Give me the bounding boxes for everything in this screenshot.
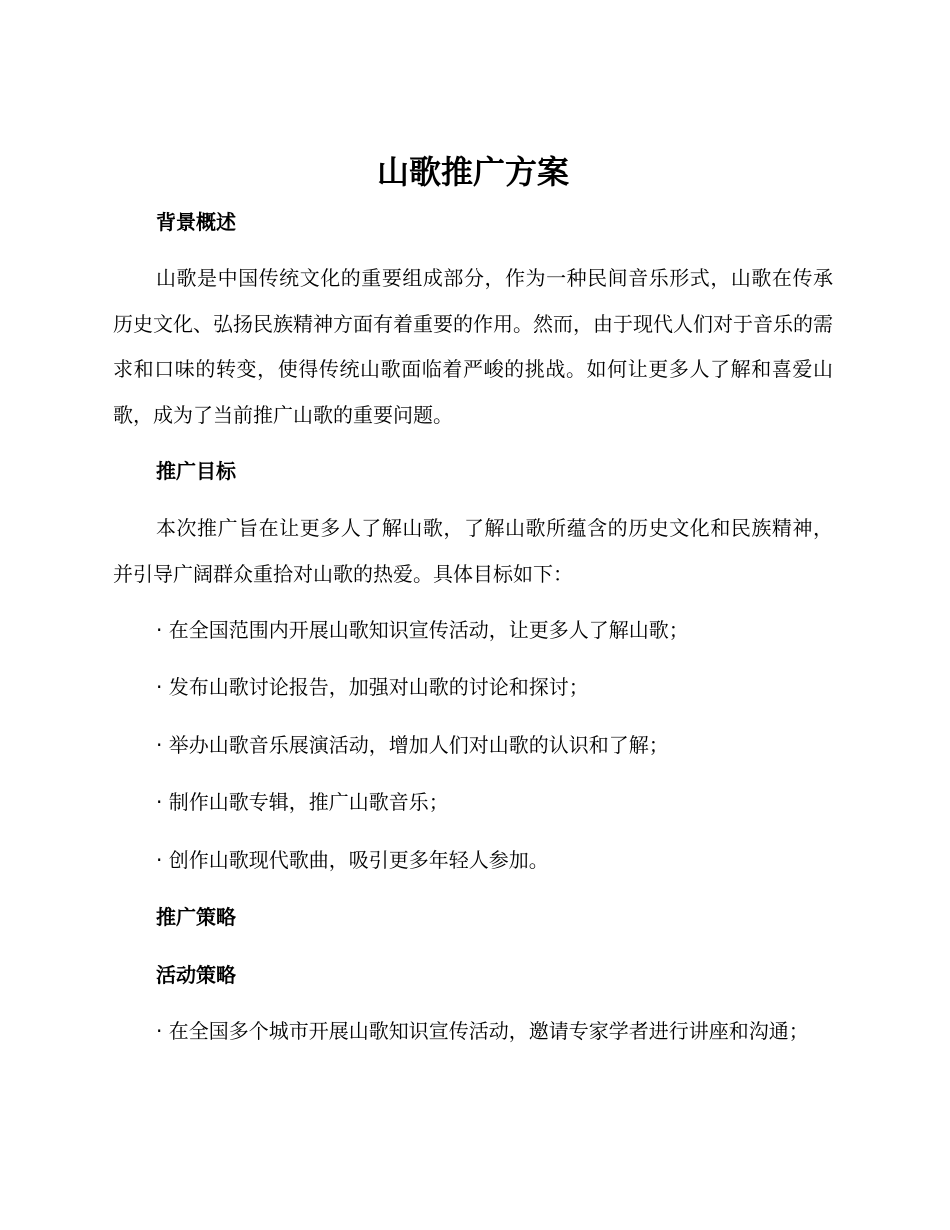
- document-title: 山歌推广方案: [376, 153, 569, 191]
- section-heading-strategy: 推广策略: [156, 905, 236, 929]
- goal-item-4: · 制作山歌专辑，推广山歌音乐；: [156, 790, 449, 814]
- sub-heading-activity-strategy: 活动策略: [156, 963, 236, 987]
- section-heading-background: 背景概述: [156, 210, 236, 234]
- section-heading-goals: 推广目标: [156, 459, 236, 483]
- goals-paragraph: 本次推广旨在让更多人了解山歌，了解山歌所蕴含的历史文化和民族精神，并引导广阔群众重拾对山歌的热爱。具体目标如下：: [113, 516, 833, 586]
- strategy-item-1: · 在全国多个城市开展山歌知识宣传活动，邀请专家学者进行讲座和沟通；: [156, 1019, 809, 1043]
- goal-item-2: · 发布山歌讨论报告，加强对山歌的讨论和探讨；: [156, 675, 589, 699]
- goal-item-5: · 创作山歌现代歌曲，吸引更多年轻人参加。: [156, 848, 549, 872]
- background-paragraph: 山歌是中国传统文化的重要组成部分，作为一种民间音乐形式，山歌在传承历史文化、弘扬民族精神方面有着重要的作用。然而，由于现代人们对于音乐的需求和口味的转变，使得传统山歌面临着严峻的挑战。如何让更多人了解和喜爱山歌，成为了当前推广山歌的重要问题。: [113, 266, 833, 427]
- goal-item-3: · 举办山歌音乐展演活动，增加人们对山歌的认识和了解；: [156, 733, 669, 757]
- goal-item-1: · 在全国范围内开展山歌知识宣传活动，让更多人了解山歌；: [156, 618, 689, 642]
